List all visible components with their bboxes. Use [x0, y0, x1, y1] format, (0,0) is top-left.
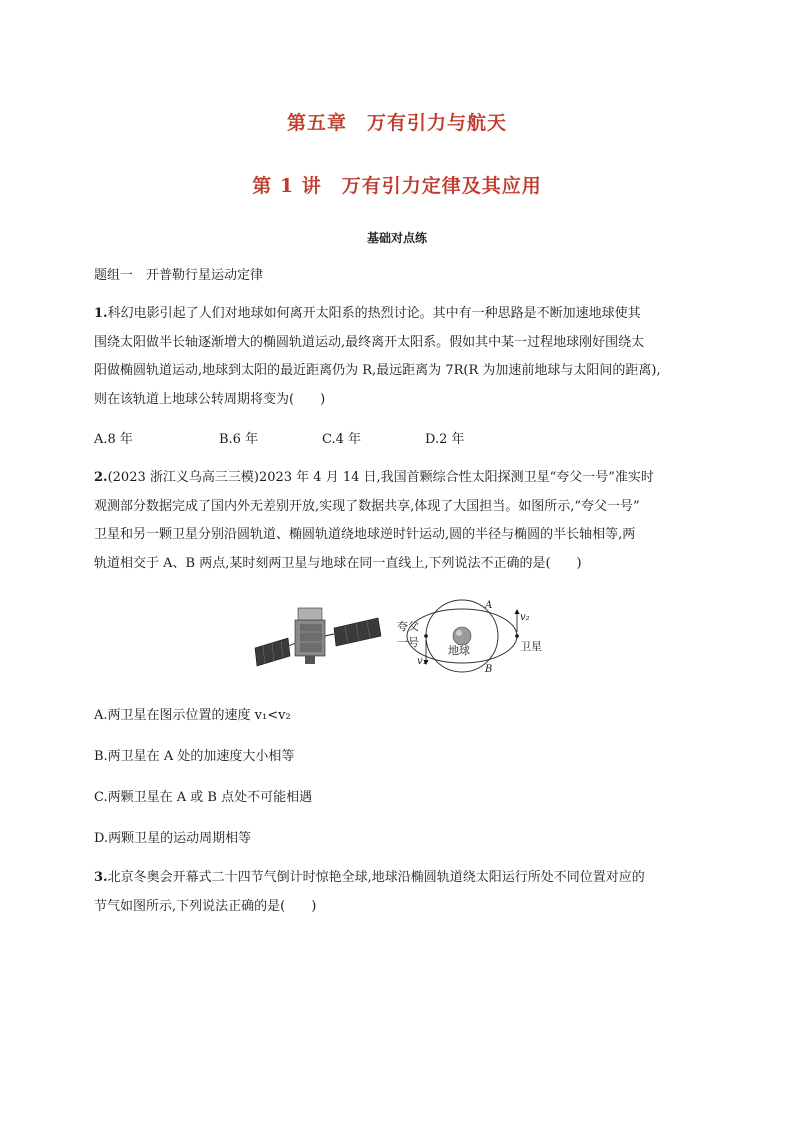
question-2: [94, 464, 704, 578]
question-1-line-3: 阳做椭圆轨道运动,地球到太阳的最近距离仍为 R,最远距离为 7R(R 为加速前地球与太阳间的距离),: [94, 363, 661, 378]
option-b[interactable]: B.6 年: [219, 432, 259, 447]
v2-arrow-icon: [515, 609, 520, 614]
orbit-figure: [250, 598, 550, 678]
question-1-line-2: 围绕太阳做半长轴逐渐增大的椭圆轨道运动,最终离开太阳系。假如其中某一过程地球刚好围绕太: [94, 334, 645, 350]
label-v2: v₂: [520, 612, 530, 623]
q2-option-c[interactable]: C.两颗卫星在 A 或 B 点处不可能相遇: [94, 790, 313, 805]
question-2-line-1: 2.(2023 浙江义乌高三三模)2023 年 4 月 14 日,我国首颗综合性太阳探测卫星“夸父一号”准实时: [94, 470, 654, 485]
earth: [453, 627, 471, 645]
lesson-title: 第 1 讲 万有引力定律及其应用: [252, 175, 542, 197]
question-2-line-2: 观测部分数据完成了国内外无差别开放,实现了数据共享,体现了大国担当。如图所示,“夸父一号”: [94, 498, 640, 514]
label-kuafu-2: 一号: [397, 636, 419, 649]
group-title: 题组一 开普勒行星运动定律: [94, 268, 264, 283]
question-3: [94, 864, 704, 921]
question-3-line-1: 3.北京冬奥会开幕式二十四节气倒计时惊艳全球,地球沿椭圆轨道绕太阳运行所处不同位置对应的: [94, 870, 645, 885]
label-b: B: [485, 664, 493, 675]
label-earth: 地球: [448, 644, 470, 657]
question-2-line-4: 轨道相交于 A、B 两点,某时刻两卫星与地球在同一直线上,下列说法不正确的是( ): [94, 555, 582, 571]
q2-option-a[interactable]: A.两卫星在图示位置的速度 v₁<v₂: [94, 708, 291, 723]
option-d[interactable]: D.2 年: [425, 432, 465, 447]
satellite-illustration: [255, 608, 381, 666]
label-a: A: [485, 600, 493, 611]
question-number: 1.: [94, 306, 108, 321]
kuafu-point: [424, 634, 428, 638]
question-1: [94, 300, 704, 414]
q2-option-b[interactable]: B.两卫星在 A 处的加速度大小相等: [94, 749, 295, 764]
q2-option-d[interactable]: D.两颗卫星的运动周期相等: [94, 831, 252, 846]
chapter-title: 第五章 万有引力与航天: [286, 112, 507, 134]
question-1-options: [94, 428, 694, 448]
option-c[interactable]: C.4 年: [322, 432, 362, 447]
label-kuafu-1: 夸父: [397, 620, 419, 633]
label-satellite: 卫星: [520, 640, 542, 653]
question-2-line-3: 卫星和另一颗卫星分别沿圆轨道、椭圆轨道绕地球逆时针运动,圆的半径与椭圆的半长轴相等,两: [94, 527, 636, 542]
satellite-point: [515, 634, 519, 638]
question-number: 2.: [94, 470, 108, 485]
option-a[interactable]: A.8 年: [94, 432, 133, 447]
section-title: 基础对点练: [366, 231, 427, 245]
label-v1: v₁: [417, 656, 427, 667]
question-3-line-2: 节气如图所示,下列说法正确的是( ): [94, 898, 317, 914]
question-1-line-4: 则在该轨道上地球公转周期将变为( ): [94, 391, 326, 407]
question-1-line-1: 1.科幻电影引起了人们对地球如何离开太阳系的热烈讨论。其中有一种思路是不断加速地球使其: [94, 306, 641, 321]
question-number: 3.: [94, 870, 108, 885]
